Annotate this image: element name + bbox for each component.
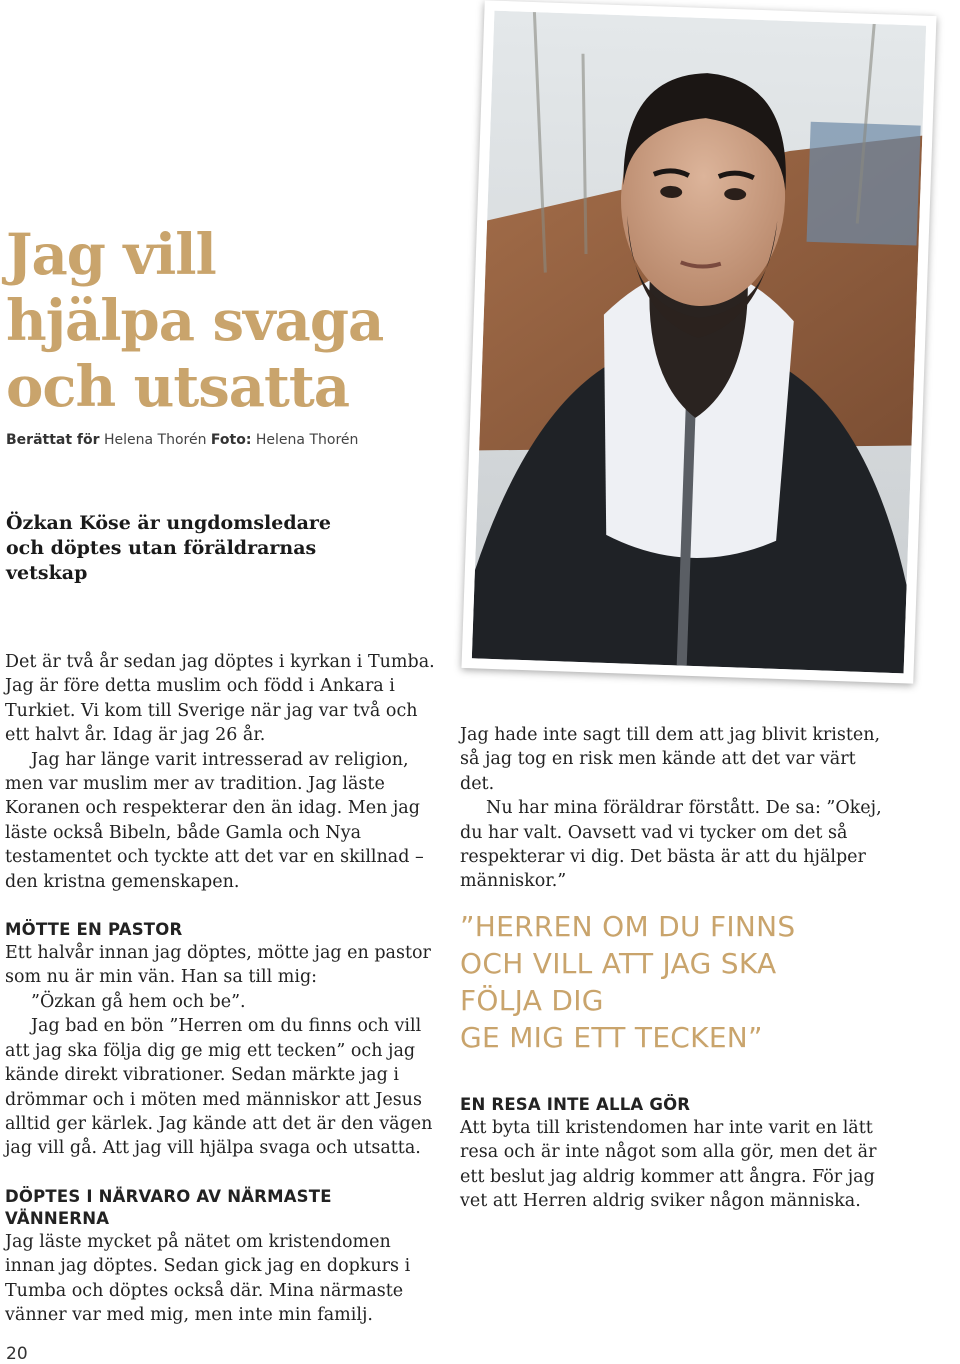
title-line: och utsatta <box>6 354 350 420</box>
portrait-image <box>472 11 926 674</box>
lead-line: vetskap <box>6 562 88 584</box>
subheading: MÖTTE EN PASTOR <box>5 920 183 940</box>
body-paragraph: ”Özkan gå hem och be”. <box>31 991 246 1012</box>
lead-line: Özkan Köse är ungdomsledare <box>6 512 332 534</box>
pull-quote <box>460 894 890 1056</box>
body-paragraph: Jag läste mycket på nätet om kristendomen innan jag döptes. Sedan gick jag en dopkurs i Tumba och döptes också där. Mina närmaste vänner var med mig, men inte min familj. <box>5 1231 411 1325</box>
body-paragraph: Ett halvår innan jag döptes, mötte jag en pastor som nu är min vän. Han sa till mig: <box>5 943 431 988</box>
quote-line: FÖLJA DIG <box>460 983 604 1017</box>
title-line: hjälpa svaga <box>6 288 384 354</box>
lead-line: och döptes utan föräldrarnas <box>6 537 317 559</box>
byline-author: Helena Thorén <box>103 432 207 448</box>
right-column <box>460 723 890 1213</box>
photo-label: Foto: <box>210 432 252 448</box>
subheading: DÖPTES I NÄRVARO AV NÄRMASTE VÄNNERNA <box>5 1186 332 1228</box>
body-paragraph: Jag hade inte sagt till dem att jag blivit kristen, så jag tog en risk men kände att det var värt det. <box>460 725 881 794</box>
article-title <box>6 222 383 420</box>
quote-line: OCH VILL ATT JAG SKA <box>460 946 777 980</box>
quote-line: GE MIG ETT TECKEN” <box>460 1020 763 1054</box>
portrait-photo <box>461 0 936 683</box>
page-number: 20 <box>6 1344 28 1364</box>
title-line: Jag vill <box>6 222 216 288</box>
byline <box>6 432 358 448</box>
photo-credit: Helena Thorén <box>255 432 359 448</box>
byline-label: Berättat för <box>6 432 100 448</box>
body-paragraph: Jag har länge varit intresserad av religion, men var muslim mer av tradition. Jag läste Koranen och respekterar den än idag. Men jag läste också Bibeln, både Gamla och Nya testamentet och tyckte att det var en skillnad – den kristna gemenskapen. <box>5 749 424 892</box>
left-column <box>5 650 435 1327</box>
body-paragraph: Jag bad en bön ”Herren om du finns och vill att jag ska följa dig ge mig ett tecken” och jag kände direkt vibrationer. Sedan märkte jag i drömmar och i möten med människor att Jesus alltid ger kärlek. Jag kände att det är den vägen jag vill gå. Att jag vill hjälpa svaga och utsatta. <box>5 1016 433 1159</box>
lead-paragraph <box>6 511 426 586</box>
body-paragraph: Nu har mina föräldrar förstått. De sa: ”Okej, du har valt. Oavsett vad vi tycker om det så respekterar vi dig. Det bästa är att du hjälper människor.” <box>460 798 882 892</box>
body-paragraph: Att byta till kristendomen har inte varit en lätt resa och är inte något som alla gör, men det är ett beslut jag aldrig kommer att ångra. För jag vet att Herren aldrig sviker någon människa. <box>460 1117 877 1212</box>
quote-line: ”HERREN OM DU FINNS <box>460 909 796 943</box>
subheading: EN RESA INTE ALLA GÖR <box>460 1094 691 1114</box>
body-paragraph: Det är två år sedan jag döptes i kyrkan i Tumba. Jag är före detta muslim och född i Ankara i Turkiet. Vi kom till Sverige när jag var två och ett halvt år. Idag är jag 26 år. <box>5 652 435 746</box>
